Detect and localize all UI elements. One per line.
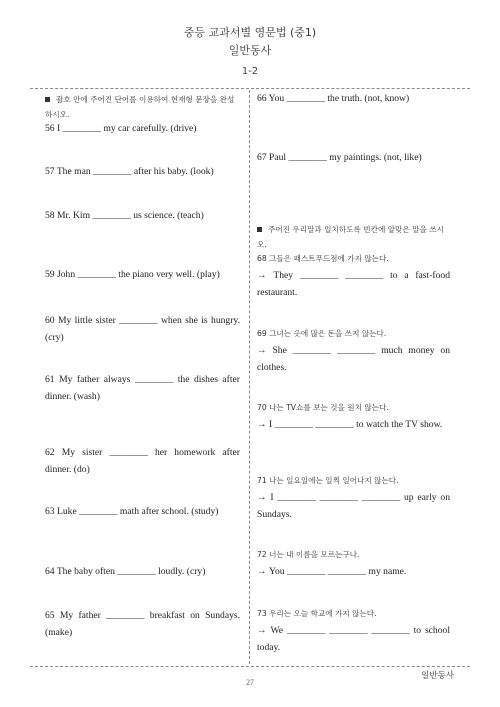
item-69	[257, 325, 450, 376]
item-72-english: → You ________ ________ my name.	[257, 566, 407, 577]
item-70-korean: 70 나는 TV쇼를 보는 것을 원치 않는다.	[257, 403, 389, 412]
question-60: 60 My little sister ________ when she is hungry. (cry)	[45, 315, 240, 343]
question-57: 57 The man ________ after his baby. (look)	[45, 166, 214, 177]
item-68-korean: 68 그들은 패스트푸드점에 가지 않는다.	[257, 254, 389, 263]
item-72-korean: 72 너는 내 이름을 모르는구나.	[257, 550, 360, 559]
footer-label: 일반동사	[421, 671, 454, 681]
question-59: 59 John ________ the piano very well. (play)	[45, 269, 220, 280]
item-72	[257, 546, 450, 580]
question-62: 62 My sister ________ her homework after dinner. (do)	[45, 447, 240, 475]
item-70	[257, 399, 450, 433]
question-56: 56 I ________ my car carefully. (drive)	[45, 123, 197, 134]
top-divider	[30, 88, 470, 89]
question-61: 61 My father always ________ the dishes after dinner. (wash)	[45, 374, 240, 402]
question-64: 64 The baby often ________ loudly. (cry)	[45, 566, 206, 577]
item-73	[257, 605, 450, 656]
left-instruction	[45, 92, 240, 122]
page-number: 27	[246, 678, 254, 687]
item-73-english: → We ________ ________ ________ to school today.	[257, 625, 450, 653]
square-bullet-icon	[257, 227, 262, 232]
item-71-korean: 71 나는 일요일에는 일찍 일어나지 않는다.	[257, 476, 399, 485]
square-bullet-icon	[45, 97, 50, 102]
item-70-english: → I ________ ________ to watch the TV show.	[257, 419, 443, 430]
bottom-divider	[30, 666, 470, 667]
right-instruction-text: 주어진 우리말과 일치하도록 빈칸에 알맞은 말을 쓰시오.	[257, 225, 444, 249]
question-65: 65 My father ________ breakfast on Sundays. (make)	[45, 610, 240, 638]
question-63: 63 Luke ________ math after school. (study)	[45, 506, 219, 517]
left-instruction-text: 괄호 안에 주어진 단어를 이용하여 현재형 문장을 완성하시오.	[45, 95, 235, 119]
item-73-korean: 73 우리는 오늘 학교에 가지 않는다.	[257, 609, 377, 618]
question-66: 66 You ________ the truth. (not, know)	[257, 93, 410, 104]
question-58: 58 Mr. Kim ________ us science. (teach)	[45, 210, 204, 221]
item-71	[257, 472, 450, 523]
right-instruction	[257, 222, 450, 252]
item-68-english: → They ________ ________ to a fast-food restaurant.	[257, 270, 450, 298]
question-67: 67 Paul ________ my paintings. (not, like)	[257, 152, 422, 163]
column-divider	[249, 90, 250, 664]
item-71-english: → I ________ ________ ________ up early on Sundays.	[257, 492, 450, 520]
page-subtitle: 일반동사	[228, 44, 272, 57]
item-69-english: → She ________ ________ much money on clothes.	[257, 345, 450, 373]
item-69-korean: 69 그녀는 옷에 많은 돈을 쓰지 않는다.	[257, 329, 387, 338]
page-title: 중등 교과서별 영문법 (중1)	[183, 26, 317, 39]
section-number: 1-2	[241, 66, 259, 77]
item-68	[257, 250, 450, 301]
